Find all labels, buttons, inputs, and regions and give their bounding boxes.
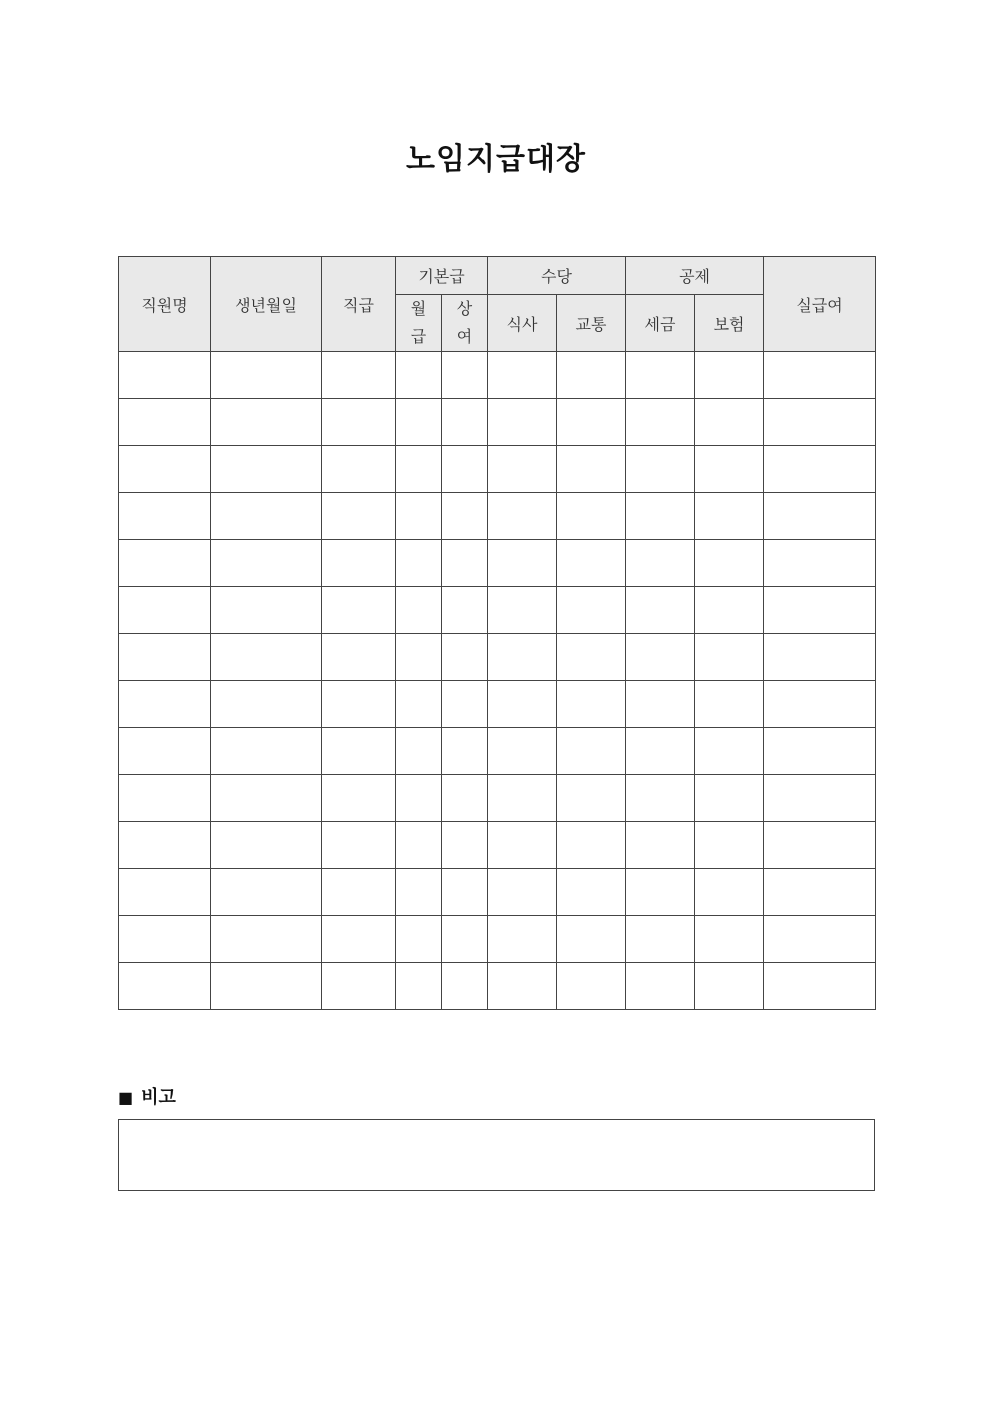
cell-name[interactable]: [119, 822, 211, 869]
header-monthly-pay: [396, 295, 442, 352]
cell-meal[interactable]: [488, 540, 557, 587]
cell-insurance[interactable]: [695, 775, 764, 822]
table-row: [119, 634, 876, 681]
cell-birthdate[interactable]: [211, 775, 322, 822]
cell-insurance[interactable]: [695, 869, 764, 916]
cell-bonus[interactable]: [442, 728, 488, 775]
cell-bonus[interactable]: [442, 352, 488, 399]
header-insurance: 보험: [695, 295, 764, 352]
cell-transport[interactable]: [557, 352, 626, 399]
cell-meal[interactable]: [488, 352, 557, 399]
cell-net-pay[interactable]: [764, 446, 876, 493]
cell-net-pay[interactable]: [764, 869, 876, 916]
cell-meal[interactable]: [488, 728, 557, 775]
cell-bonus[interactable]: [442, 916, 488, 963]
cell-net-pay[interactable]: [764, 822, 876, 869]
cell-bonus[interactable]: [442, 775, 488, 822]
header-tax: 세금: [626, 295, 695, 352]
cell-tax[interactable]: [626, 399, 695, 446]
cell-position[interactable]: [322, 446, 396, 493]
cell-meal[interactable]: [488, 446, 557, 493]
cell-birthdate[interactable]: [211, 587, 322, 634]
table-row: [119, 446, 876, 493]
cell-position[interactable]: [322, 540, 396, 587]
header-deduction: 공제: [626, 257, 764, 295]
cell-birthdate[interactable]: [211, 634, 322, 681]
cell-position[interactable]: [322, 822, 396, 869]
cell-tax[interactable]: [626, 540, 695, 587]
cell-name[interactable]: [119, 540, 211, 587]
cell-birthdate[interactable]: [211, 446, 322, 493]
table-row: [119, 963, 876, 1010]
table-row: [119, 869, 876, 916]
cell-net-pay[interactable]: [764, 587, 876, 634]
cell-transport[interactable]: [557, 540, 626, 587]
cell-bonus[interactable]: [442, 681, 488, 728]
cell-monthly-pay[interactable]: [396, 352, 442, 399]
cell-position[interactable]: [322, 916, 396, 963]
cell-insurance[interactable]: [695, 634, 764, 681]
cell-position[interactable]: [322, 775, 396, 822]
cell-tax[interactable]: [626, 822, 695, 869]
cell-meal[interactable]: [488, 493, 557, 540]
cell-meal[interactable]: [488, 869, 557, 916]
cell-monthly-pay[interactable]: [396, 775, 442, 822]
cell-birthdate[interactable]: [211, 399, 322, 446]
cell-name[interactable]: [119, 869, 211, 916]
cell-position[interactable]: [322, 634, 396, 681]
table-row: [119, 399, 876, 446]
cell-tax[interactable]: [626, 634, 695, 681]
cell-tax[interactable]: [626, 681, 695, 728]
cell-bonus[interactable]: [442, 587, 488, 634]
remarks-box[interactable]: [118, 1119, 875, 1191]
table-row: [119, 728, 876, 775]
cell-insurance[interactable]: [695, 399, 764, 446]
cell-net-pay[interactable]: [764, 540, 876, 587]
cell-tax[interactable]: [626, 352, 695, 399]
cell-name[interactable]: [119, 728, 211, 775]
cell-tax[interactable]: [626, 916, 695, 963]
cell-meal[interactable]: [488, 963, 557, 1010]
table-row: [119, 587, 876, 634]
cell-insurance[interactable]: [695, 587, 764, 634]
cell-monthly-pay[interactable]: [396, 399, 442, 446]
cell-name[interactable]: [119, 775, 211, 822]
cell-insurance[interactable]: [695, 493, 764, 540]
cell-birthdate[interactable]: [211, 869, 322, 916]
cell-position[interactable]: [322, 728, 396, 775]
cell-position[interactable]: [322, 352, 396, 399]
cell-monthly-pay[interactable]: [396, 493, 442, 540]
cell-transport[interactable]: [557, 493, 626, 540]
header-base-pay: 기본급: [396, 257, 488, 295]
cell-insurance[interactable]: [695, 963, 764, 1010]
table-row: [119, 822, 876, 869]
cell-monthly-pay[interactable]: [396, 446, 442, 493]
cell-monthly-pay[interactable]: [396, 587, 442, 634]
cell-position[interactable]: [322, 399, 396, 446]
cell-position[interactable]: [322, 869, 396, 916]
payroll-table: [118, 256, 876, 1010]
cell-position[interactable]: [322, 493, 396, 540]
cell-monthly-pay[interactable]: [396, 963, 442, 1010]
cell-bonus[interactable]: [442, 493, 488, 540]
cell-meal[interactable]: [488, 681, 557, 728]
cell-bonus[interactable]: [442, 963, 488, 1010]
cell-monthly-pay[interactable]: [396, 634, 442, 681]
cell-birthdate[interactable]: [211, 728, 322, 775]
cell-insurance[interactable]: [695, 540, 764, 587]
table-row: [119, 681, 876, 728]
cell-insurance[interactable]: [695, 728, 764, 775]
cell-net-pay[interactable]: [764, 493, 876, 540]
cell-transport[interactable]: [557, 869, 626, 916]
cell-meal[interactable]: [488, 916, 557, 963]
cell-bonus[interactable]: [442, 822, 488, 869]
cell-birthdate[interactable]: [211, 681, 322, 728]
cell-bonus[interactable]: [442, 540, 488, 587]
cell-insurance[interactable]: [695, 916, 764, 963]
cell-birthdate[interactable]: [211, 493, 322, 540]
cell-monthly-pay[interactable]: [396, 540, 442, 587]
cell-net-pay[interactable]: [764, 963, 876, 1010]
cell-birthdate[interactable]: [211, 963, 322, 1010]
cell-transport[interactable]: [557, 681, 626, 728]
table-row: [119, 352, 876, 399]
cell-tax[interactable]: [626, 775, 695, 822]
cell-tax[interactable]: [626, 869, 695, 916]
cell-insurance[interactable]: [695, 446, 764, 493]
cell-meal[interactable]: [488, 587, 557, 634]
cell-net-pay[interactable]: [764, 634, 876, 681]
cell-name[interactable]: [119, 493, 211, 540]
cell-monthly-pay[interactable]: [396, 916, 442, 963]
cell-net-pay[interactable]: [764, 916, 876, 963]
cell-tax[interactable]: [626, 728, 695, 775]
cell-transport[interactable]: [557, 728, 626, 775]
header-bonus-char-2: 여: [456, 327, 473, 346]
cell-position[interactable]: [322, 681, 396, 728]
cell-monthly-pay[interactable]: [396, 728, 442, 775]
remarks-heading: [118, 1083, 176, 1109]
cell-bonus[interactable]: [442, 446, 488, 493]
cell-transport[interactable]: [557, 634, 626, 681]
cell-insurance[interactable]: [695, 822, 764, 869]
cell-transport[interactable]: [557, 587, 626, 634]
header-transport: 교통: [557, 295, 626, 352]
cell-birthdate[interactable]: [211, 822, 322, 869]
cell-name[interactable]: [119, 352, 211, 399]
header-allowance: 수당: [488, 257, 626, 295]
cell-birthdate[interactable]: [211, 540, 322, 587]
header-meal: 식사: [488, 295, 557, 352]
cell-name[interactable]: [119, 681, 211, 728]
cell-birthdate[interactable]: [211, 916, 322, 963]
cell-meal[interactable]: [488, 399, 557, 446]
cell-tax[interactable]: [626, 587, 695, 634]
cell-tax[interactable]: [626, 446, 695, 493]
cell-monthly-pay[interactable]: [396, 681, 442, 728]
cell-insurance[interactable]: [695, 352, 764, 399]
cell-position[interactable]: [322, 963, 396, 1010]
cell-name[interactable]: [119, 634, 211, 681]
cell-net-pay[interactable]: [764, 681, 876, 728]
cell-bonus[interactable]: [442, 869, 488, 916]
cell-tax[interactable]: [626, 963, 695, 1010]
cell-transport[interactable]: [557, 822, 626, 869]
remarks-label: 비고: [141, 1087, 176, 1108]
cell-name[interactable]: [119, 446, 211, 493]
cell-meal[interactable]: [488, 634, 557, 681]
cell-birthdate[interactable]: [211, 352, 322, 399]
table-row: [119, 775, 876, 822]
header-net-pay: 실급여: [764, 257, 876, 352]
cell-monthly-pay[interactable]: [396, 822, 442, 869]
header-monthly-pay-char-2: 급: [410, 327, 427, 346]
header-birthdate: 생년월일: [211, 257, 322, 352]
cell-net-pay[interactable]: [764, 728, 876, 775]
cell-bonus[interactable]: [442, 634, 488, 681]
cell-name[interactable]: [119, 963, 211, 1010]
cell-transport[interactable]: [557, 446, 626, 493]
cell-transport[interactable]: [557, 916, 626, 963]
header-monthly-pay-char-1: 월: [410, 299, 427, 318]
cell-net-pay[interactable]: [764, 775, 876, 822]
cell-transport[interactable]: [557, 399, 626, 446]
payroll-table-body: [119, 352, 876, 1010]
cell-meal[interactable]: [488, 775, 557, 822]
cell-position[interactable]: [322, 587, 396, 634]
cell-net-pay[interactable]: [764, 399, 876, 446]
cell-name[interactable]: [119, 399, 211, 446]
cell-tax[interactable]: [626, 493, 695, 540]
cell-insurance[interactable]: [695, 681, 764, 728]
cell-name[interactable]: [119, 916, 211, 963]
table-row: [119, 493, 876, 540]
cell-name[interactable]: [119, 587, 211, 634]
table-row: [119, 540, 876, 587]
header-bonus-char-1: 상: [456, 299, 473, 318]
header-bonus: [442, 295, 488, 352]
document-title: 노임지급대장: [406, 142, 586, 177]
cell-transport[interactable]: [557, 775, 626, 822]
header-position: 직급: [322, 257, 396, 352]
cell-net-pay[interactable]: [764, 352, 876, 399]
cell-monthly-pay[interactable]: [396, 869, 442, 916]
header-employee-name: 직원명: [119, 257, 211, 352]
cell-transport[interactable]: [557, 963, 626, 1010]
square-bullet-icon: ■: [118, 1088, 134, 1107]
table-row: [119, 916, 876, 963]
cell-meal[interactable]: [488, 822, 557, 869]
cell-bonus[interactable]: [442, 399, 488, 446]
